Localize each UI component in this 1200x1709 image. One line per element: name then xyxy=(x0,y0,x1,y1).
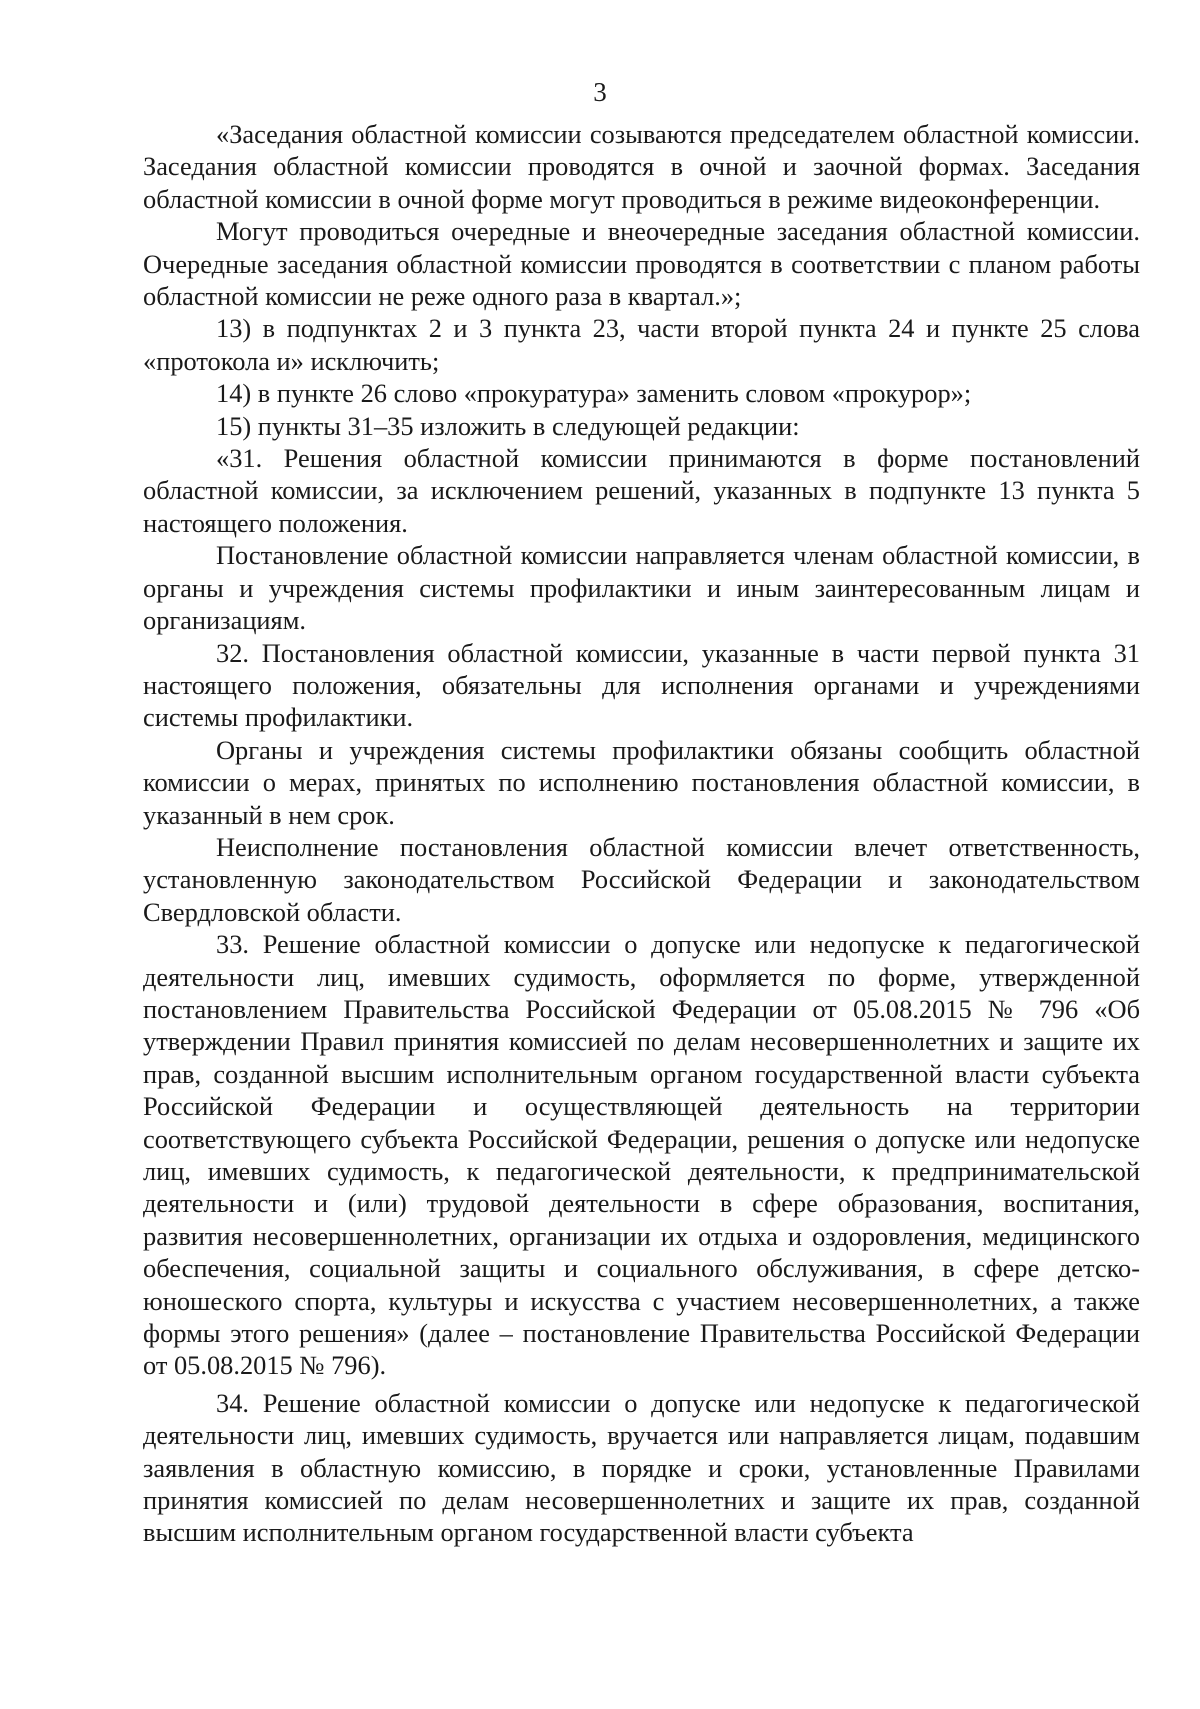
paragraph-clause-34: 34. Решение областной комиссии о допуске или недопуске к педагогической деятельности лиц, имевших судимость, вручается или направляется лицам, подавшим заявления в областную комиссию, в порядке и сроки, установленные Правилами принятия комиссией по делам несовершеннолетних и защите их прав, созданной высшим исполнительным органом государственной власти субъекта xyxy=(143,1387,1140,1548)
page-number: 3 xyxy=(593,77,607,107)
document-body xyxy=(143,118,1140,1549)
paragraph-clause-32-liability: Неисполнение постановления областной комиссии влечет ответственность, установленную законодательством Российской Федерации и законодательством Свердловской области. xyxy=(143,831,1140,927)
paragraph-item-15: 15) пункты 31–35 изложить в следующей редакции: xyxy=(216,410,800,441)
paragraph-clause-33: 33. Решение областной комиссии о допуске или недопуске к педагогической деятельности лиц, имевших судимость, оформляется по форме, утвержденной постановлением Правительства Российской Федерации от 05.08.2015 № 796 «Об утверждении Правил принятия комиссией по делам несовершеннолетних и защите их прав, созданной высшим исполнительным органом государственной власти субъекта Российской Федерации и осуществляющей деятельность на территории соответствующего субъекта Российской Федерации, решения о допуске или недопуске лиц, имевших судимость, к педагогической деятельности, к предпринимательской деятельности и (или) трудовой деятельности в сфере образования, воспитания, развития несовершеннолетних, организации их отдыха и оздоровления, медицинского обеспечения, социальной защиты и социального обслуживания, в сфере детско-юношеского спорта, культуры и искусства с участием несовершеннолетних, а также формы этого решения» (далее – постановление Правительства Российской Федерации от 05.08.2015 № 796). xyxy=(143,929,1140,1381)
paragraph-regular-sessions: Могут проводиться очередные и внеочередные заседания областной комиссии. Очередные заседания областной комиссии проводятся в соответствии с планом работы областной комиссии не реже одного раза в квартал.»; xyxy=(143,216,1140,312)
paragraph-clause-31: «31. Решения областной комиссии принимаются в форме постановлений областной комиссии, за исключением решений, указанных в подпункте 13 пункта 5 настоящего положения. xyxy=(143,443,1140,538)
paragraph-sessions-convened: «Заседания областной комиссии созываются председателем областной комиссии. Заседания областной комиссии проводятся в очной и заочной формах. Заседания областной комиссии в очной форме могут проводиться в режиме видеоконференции. xyxy=(143,119,1140,214)
paragraph-item-14: 14) в пункте 26 слово «прокуратура» заменить словом «прокурор»; xyxy=(216,378,972,409)
paragraph-clause-31-resolution-sent: Постановление областной комиссии направляется членам областной комиссии, в органы и учреждения системы профилактики и иным заинтересованным лицам и организациям. xyxy=(143,540,1140,636)
paragraph-clause-32: 32. Постановления областной комиссии, указанные в части первой пункта 31 настоящего положения, обязательны для исполнения органами и учреждениями системы профилактики. xyxy=(143,637,1140,733)
paragraph-item-13: 13) в подпунктах 2 и 3 пункта 23, части второй пункта 24 и пункте 25 слова «протокола и» исключить; xyxy=(143,313,1140,376)
paragraph-clause-32-report: Органы и учреждения системы профилактики обязаны сообщить областной комиссии о мерах, принятых по исполнению постановления областной комиссии, в указанный в нем срок. xyxy=(143,734,1140,830)
